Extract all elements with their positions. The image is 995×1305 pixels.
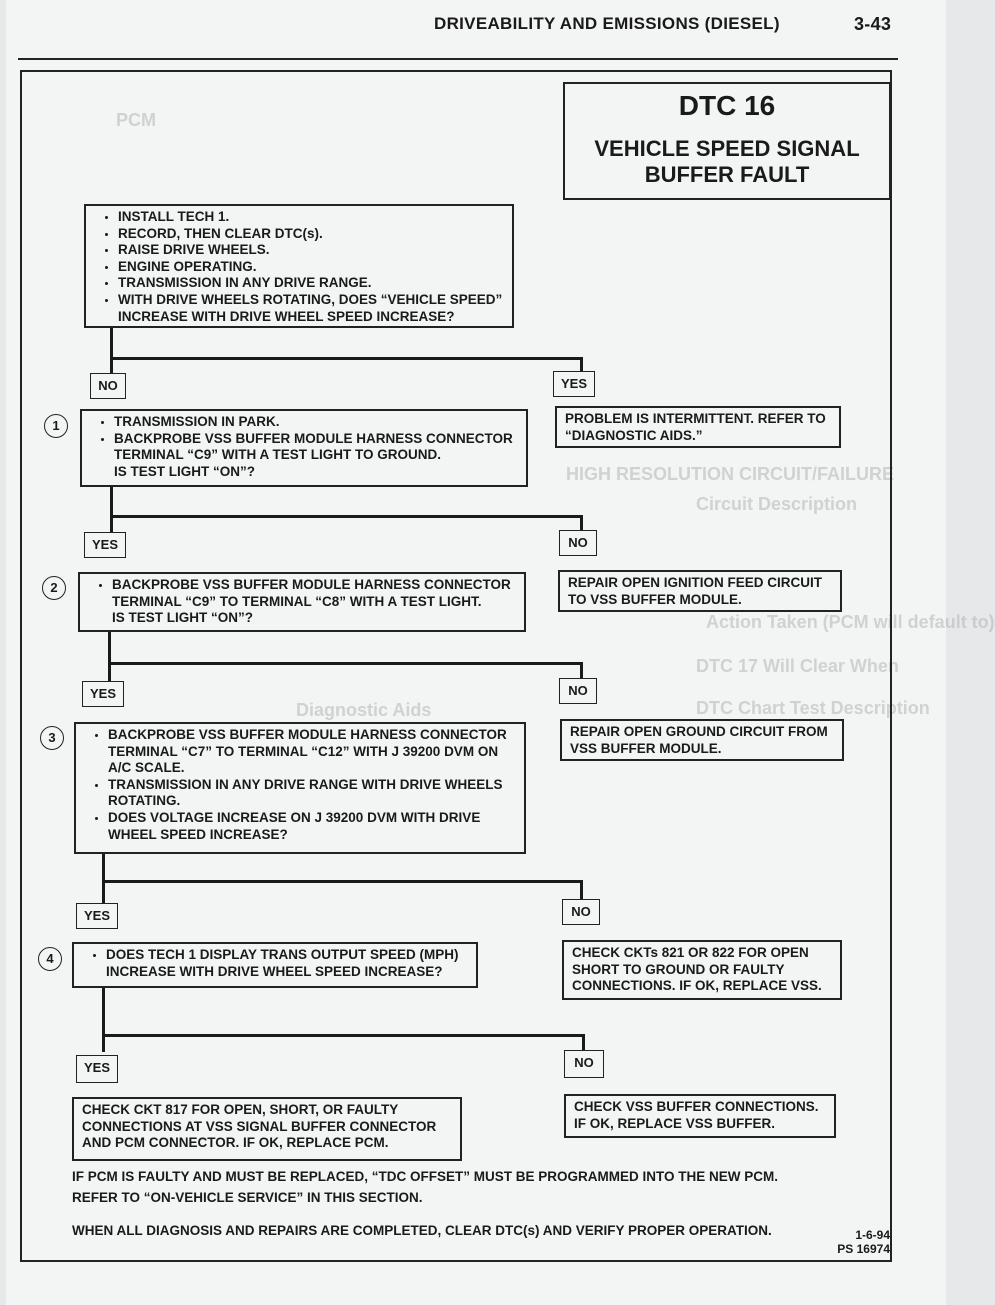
- step-number: 2: [42, 576, 66, 600]
- result-text-line: TO VSS BUFFER MODULE.: [568, 591, 742, 607]
- step-1-result-box: [555, 406, 841, 448]
- result-text-line: “DIAGNOSTIC AIDS.”: [565, 427, 703, 443]
- yes-label: YES: [82, 681, 124, 707]
- no-label: NO: [562, 899, 600, 925]
- step-4-item-continued: INCREASE WITH DRIVE WHEEL SPEED INCREASE?: [106, 963, 443, 979]
- result-text-line: REPAIR OPEN IGNITION FEED CIRCUIT: [568, 575, 823, 590]
- step-3-result-box: [560, 719, 844, 761]
- step-3-item: • DOES VOLTAGE INCREASE ON J 39200 DVM WITH DRIVE: [108, 810, 516, 827]
- flow-line: [102, 1034, 585, 1037]
- bleed-clear: DTC 17 Will Clear When: [696, 656, 899, 676]
- no-label: NO: [564, 1050, 604, 1078]
- note-line: REFER TO “ON-VEHICLE SERVICE” IN THIS SECTION.: [72, 1190, 423, 1205]
- step-4-item: • DOES TECH 1 DISPLAY TRANS OUTPUT SPEED (MPH): [106, 947, 468, 964]
- final-yes-line: CHECK CKT 817 FOR OPEN, SHORT, OR FAULTY: [82, 1102, 399, 1117]
- step-number: 4: [38, 947, 62, 971]
- final-no-line: IF OK, REPLACE VSS BUFFER.: [574, 1115, 776, 1131]
- dtc-title: [565, 136, 889, 188]
- step-3-item-continued: ROTATING.: [108, 793, 181, 809]
- no-label: NO: [90, 373, 126, 399]
- result-text-line: VSS BUFFER MODULE.: [570, 740, 722, 756]
- no-label: NO: [559, 678, 597, 704]
- no-label: NO: [559, 530, 597, 556]
- section-header: [434, 14, 904, 34]
- manual-page: [6, 0, 995, 1305]
- pcm-replacement-note: [72, 1166, 778, 1208]
- step-1-item-continued: IS TEST LIGHT “ON”?: [114, 463, 255, 479]
- section-title: DRIVEABILITY AND EMISSIONS (DIESEL): [434, 14, 780, 33]
- header-rule: [18, 58, 898, 60]
- bleed-circuit: Circuit Description: [696, 494, 858, 514]
- bleed-pcm: PCM: [116, 110, 156, 130]
- flow-line: [102, 880, 583, 883]
- step-2-item-continued: IS TEST LIGHT “ON”?: [112, 610, 253, 626]
- dtc-title-line-2: BUFFER FAULT: [644, 162, 810, 187]
- step-number: 3: [40, 726, 64, 750]
- flow-line: [110, 326, 113, 378]
- step-3-item-continued: A/C SCALE.: [108, 760, 185, 776]
- flow-line: [110, 357, 583, 360]
- final-yes-line: CONNECTIONS AT VSS SIGNAL BUFFER CONNECTOR: [82, 1118, 437, 1134]
- figure-date: 1-6-94: [855, 1228, 890, 1242]
- step-1-box: [80, 409, 528, 487]
- figure-number: PS 16974: [837, 1242, 890, 1256]
- flow-line: [102, 852, 105, 904]
- result-text-line: REPAIR OPEN GROUND CIRCUIT FROM: [570, 724, 828, 739]
- step-2-item-continued: TERMINAL “C9” TO TERMINAL “C8” WITH A TEST LIGHT.: [112, 593, 482, 609]
- final-no-line: CHECK VSS BUFFER CONNECTIONS.: [574, 1099, 819, 1114]
- start-item: • RECORD, THEN CLEAR DTC(s).: [118, 226, 504, 243]
- step-2-result-box: [558, 570, 842, 612]
- final-yes-box: [72, 1097, 462, 1161]
- yes-label: YES: [84, 532, 126, 558]
- step-4-result-box: [562, 940, 842, 1000]
- step-3-item-continued: TERMINAL “C7” TO TERMINAL “C12” WITH J 39200 DVM ON: [108, 743, 499, 759]
- start-item: • WITH DRIVE WHEELS ROTATING, DOES “VEHICLE SPEED”: [118, 292, 504, 309]
- yes-label: YES: [76, 1055, 118, 1083]
- start-item: • TRANSMISSION IN ANY DRIVE RANGE.: [118, 275, 504, 292]
- dtc-title-line-1: VEHICLE SPEED SIGNAL: [594, 136, 860, 161]
- final-no-box: [564, 1094, 836, 1138]
- result-text-line: CHECK CKTs 821 OR 822 FOR OPEN: [572, 945, 809, 960]
- step-1-item-continued: TERMINAL “C9” WITH A TEST LIGHT TO GROUND.: [114, 447, 441, 463]
- yes-label: YES: [553, 371, 595, 397]
- step-1-item: • TRANSMISSION IN PARK.: [114, 414, 518, 431]
- note-line: IF PCM IS FAULTY AND MUST BE REPLACED, “TDC OFFSET” MUST BE PROGRAMMED INTO THE NEW PCM.: [72, 1169, 779, 1184]
- flow-line: [102, 988, 105, 1052]
- start-item-continued: INCREASE WITH DRIVE WHEEL SPEED INCREASE?: [118, 308, 455, 324]
- step-4-box: [72, 942, 478, 988]
- bleed-diag: Diagnostic Aids: [296, 700, 432, 720]
- dtc-code: DTC 16: [678, 90, 776, 121]
- flow-line: [110, 515, 583, 518]
- step-3-item: • BACKPROBE VSS BUFFER MODULE HARNESS CONNECTOR: [108, 727, 516, 744]
- bleed-chart: DTC Chart Test Description: [696, 698, 930, 718]
- step-1-item: • BACKPROBE VSS BUFFER MODULE HARNESS CONNECTOR: [114, 431, 518, 448]
- yes-label: YES: [76, 903, 118, 929]
- start-item: • ENGINE OPERATING.: [118, 259, 504, 276]
- flow-line: [580, 880, 583, 900]
- result-text-line: SHORT TO GROUND OR FAULTY: [572, 961, 785, 977]
- step-number: 1: [44, 414, 68, 438]
- step-3-box: [74, 722, 526, 854]
- flow-line: [110, 486, 113, 536]
- dtc-title-box: [563, 82, 891, 200]
- page-number: 3-43: [854, 14, 892, 34]
- start-item: • RAISE DRIVE WHEELS.: [118, 242, 504, 259]
- start-box: [84, 204, 514, 328]
- step-3-item: • TRANSMISSION IN ANY DRIVE RANGE WITH DRIVE WHEELS: [108, 777, 516, 794]
- result-text-line: PROBLEM IS INTERMITTENT. REFER TO: [565, 411, 826, 426]
- figure-code: [824, 1228, 890, 1256]
- final-yes-line: AND PCM CONNECTOR. IF OK, REPLACE PCM.: [82, 1135, 389, 1151]
- step-2-item: • BACKPROBE VSS BUFFER MODULE HARNESS CONNECTOR: [112, 577, 516, 594]
- flow-line: [108, 632, 111, 684]
- bleed-action: Action Taken (PCM will default to): [706, 612, 995, 632]
- result-text-line: CONNECTIONS. IF OK, REPLACE VSS.: [572, 978, 822, 994]
- bleed-heading: HIGH RESOLUTION CIRCUIT/FAILURE: [566, 464, 894, 484]
- flow-line: [108, 662, 583, 665]
- step-2-box: [78, 572, 526, 632]
- start-item: • INSTALL TECH 1.: [118, 209, 504, 226]
- step-3-item-continued: WHEEL SPEED INCREASE?: [108, 826, 288, 842]
- completion-note: WHEN ALL DIAGNOSIS AND REPAIRS ARE COMPLETED, CLEAR DTC(s) AND VERIFY PROPER OPERATION.: [72, 1223, 772, 1238]
